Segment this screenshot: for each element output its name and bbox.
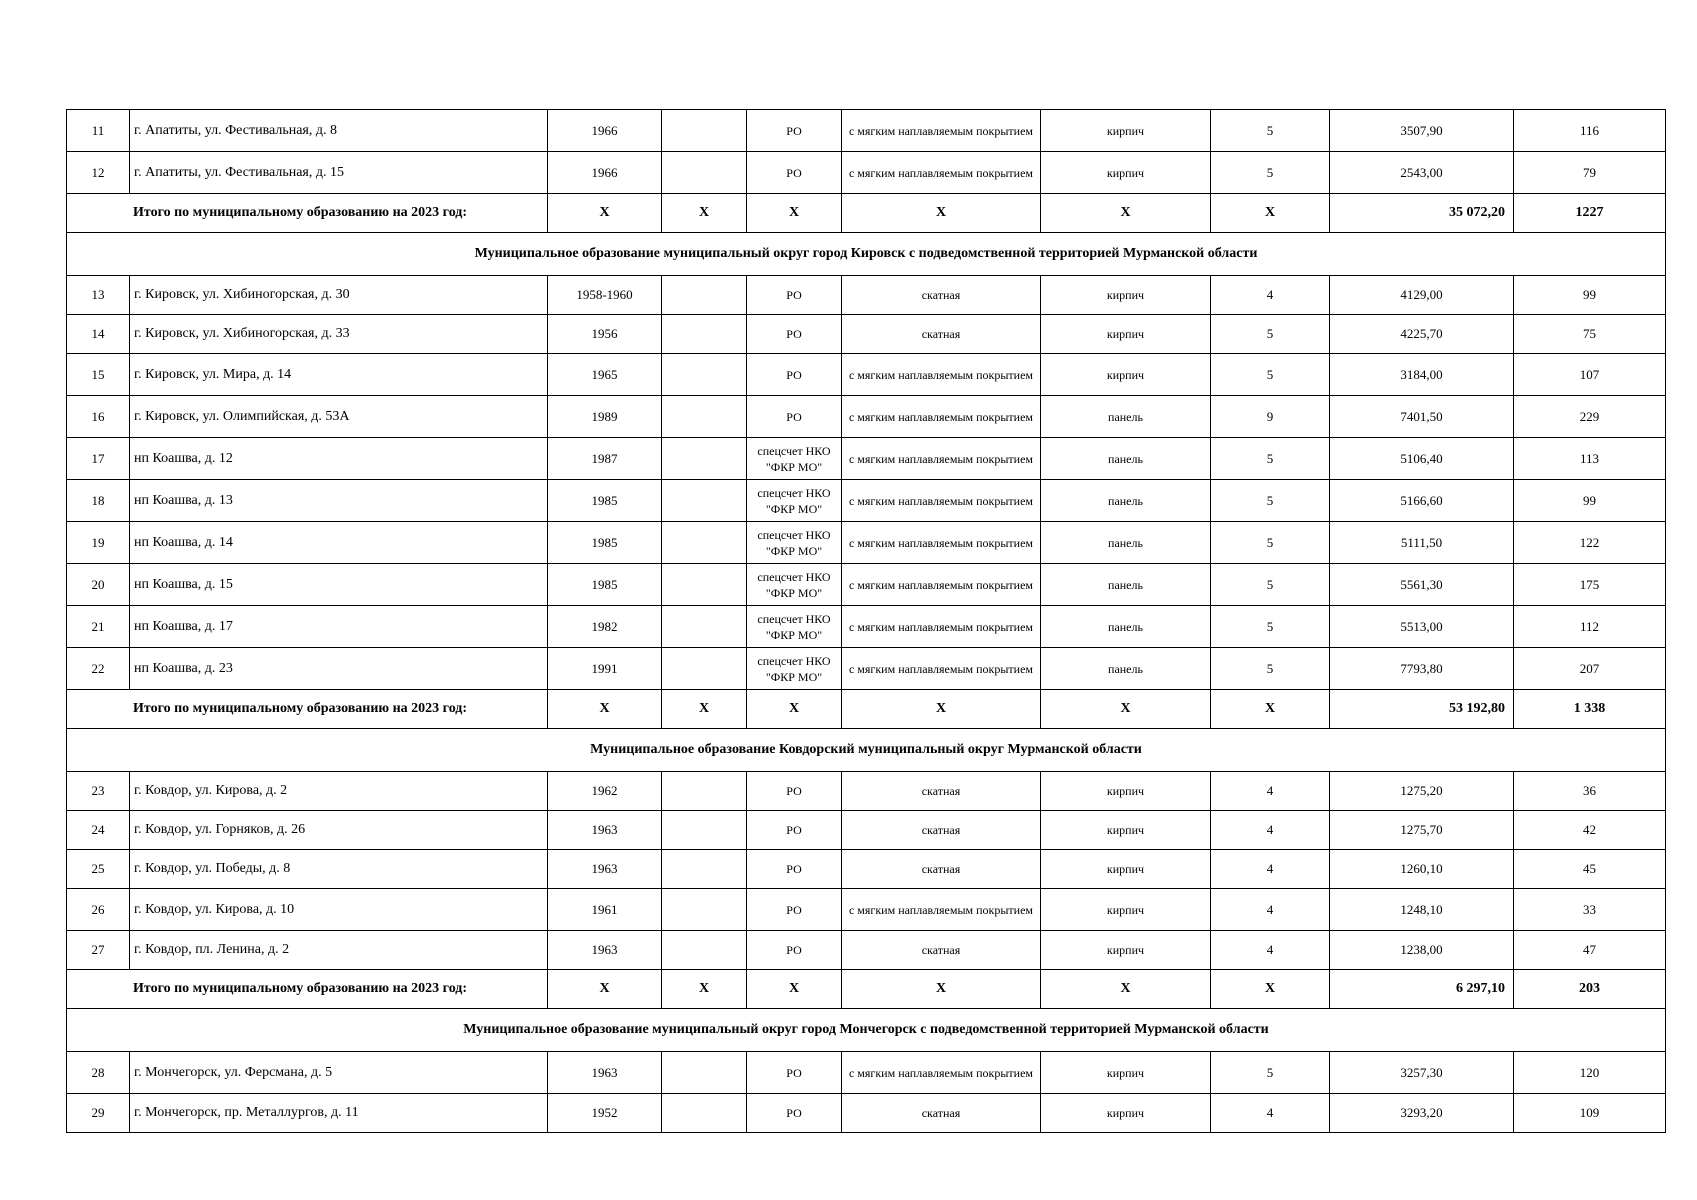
table-row [67,772,1666,811]
cell-total-area: 3293,20 [1330,1094,1514,1133]
cell-roof-type: скатная [842,850,1041,889]
cell-year-built: 1958-1960 [548,276,662,315]
subtotal-residents: 1 338 [1514,690,1666,729]
cell-year-built: 1985 [548,522,662,564]
cell-wall-material: кирпич [1041,354,1211,396]
cell-wall-material: панель [1041,648,1211,690]
cell-empty [662,772,747,811]
cell-empty [662,315,747,354]
cell-empty [662,480,747,522]
subtotal-row [67,690,1666,729]
subtotal-area: 6 297,10 [1330,970,1514,1009]
cell-floors: 4 [1211,772,1330,811]
cell-year-built: 1963 [548,850,662,889]
cell-row-number: 15 [67,354,130,396]
cell-residents: 120 [1514,1052,1666,1094]
cell-empty [662,276,747,315]
cell-address: нп Коашва, д. 15 [130,564,548,606]
cell-row-number: 18 [67,480,130,522]
cell-year-built: 1961 [548,889,662,931]
cell-roof-type: скатная [842,1094,1041,1133]
cell-empty [662,354,747,396]
cell-empty [662,850,747,889]
cell-funding-method: РО [747,152,842,194]
subtotal-x-mark: X [548,194,662,233]
cell-roof-type: с мягким наплавляемым покрытием [842,396,1041,438]
cell-residents: 122 [1514,522,1666,564]
subtotal-label: Итого по муниципальному образованию на 2023 год: [67,194,548,233]
cell-residents: 116 [1514,110,1666,152]
subtotal-x-mark: X [842,970,1041,1009]
cell-wall-material: панель [1041,522,1211,564]
subtotal-x-mark: X [548,970,662,1009]
cell-empty [662,1094,747,1133]
subtotal-label: Итого по муниципальному образованию на 2023 год: [67,970,548,1009]
cell-residents: 36 [1514,772,1666,811]
cell-year-built: 1982 [548,606,662,648]
cell-year-built: 1963 [548,1052,662,1094]
table-row [67,110,1666,152]
cell-residents: 45 [1514,850,1666,889]
cell-row-number: 12 [67,152,130,194]
cell-row-number: 26 [67,889,130,931]
cell-row-number: 22 [67,648,130,690]
cell-row-number: 16 [67,396,130,438]
cell-funding-method: РО [747,1052,842,1094]
subtotal-x-mark: X [747,194,842,233]
cell-floors: 5 [1211,1052,1330,1094]
cell-roof-type: с мягким наплавляемым покрытием [842,606,1041,648]
cell-address: г. Ковдор, ул. Победы, д. 8 [130,850,548,889]
subtotal-x-mark: X [747,690,842,729]
subtotal-area: 53 192,80 [1330,690,1514,729]
cell-total-area: 5106,40 [1330,438,1514,480]
cell-row-number: 13 [67,276,130,315]
cell-residents: 75 [1514,315,1666,354]
table-row [67,354,1666,396]
cell-total-area: 5111,50 [1330,522,1514,564]
subtotal-x-mark: X [1211,690,1330,729]
cell-roof-type: с мягким наплавляемым покрытием [842,438,1041,480]
subtotal-x-mark: X [842,690,1041,729]
cell-address: г. Кировск, ул. Хибиногорская, д. 30 [130,276,548,315]
cell-wall-material: кирпич [1041,276,1211,315]
table-row [67,480,1666,522]
cell-floors: 5 [1211,606,1330,648]
subtotal-x-mark: X [1041,690,1211,729]
cell-address: нп Коашва, д. 13 [130,480,548,522]
cell-year-built: 1966 [548,152,662,194]
cell-wall-material: панель [1041,396,1211,438]
subtotal-row [67,194,1666,233]
cell-row-number: 24 [67,811,130,850]
cell-funding-method: РО [747,931,842,970]
cell-roof-type: скатная [842,811,1041,850]
cell-year-built: 1952 [548,1094,662,1133]
subtotal-x-mark: X [662,690,747,729]
cell-year-built: 1991 [548,648,662,690]
cell-roof-type: скатная [842,315,1041,354]
section-title: Муниципальное образование муниципальный округ город Мончегорск с подведомственной территорией Мурманской области [67,1009,1666,1052]
cell-address: г. Ковдор, ул. Кирова, д. 2 [130,772,548,811]
cell-empty [662,396,747,438]
table-row [67,438,1666,480]
cell-funding-method: спецсчет НКО "ФКР МО" [747,564,842,606]
cell-funding-method: спецсчет НКО "ФКР МО" [747,480,842,522]
subtotal-residents: 1227 [1514,194,1666,233]
cell-empty [662,606,747,648]
subtotal-x-mark: X [1211,194,1330,233]
cell-empty [662,931,747,970]
cell-roof-type: с мягким наплавляемым покрытием [842,648,1041,690]
table-row [67,396,1666,438]
cell-address: нп Коашва, д. 17 [130,606,548,648]
cell-funding-method: РО [747,772,842,811]
cell-roof-type: с мягким наплавляемым покрытием [842,152,1041,194]
cell-wall-material: кирпич [1041,315,1211,354]
cell-year-built: 1963 [548,811,662,850]
subtotal-x-mark: X [548,690,662,729]
cell-funding-method: спецсчет НКО "ФКР МО" [747,648,842,690]
cell-wall-material: панель [1041,480,1211,522]
housing-repair-table [66,109,1666,1133]
cell-empty [662,1052,747,1094]
cell-residents: 99 [1514,276,1666,315]
subtotal-x-mark: X [842,194,1041,233]
cell-year-built: 1963 [548,931,662,970]
table-row [67,315,1666,354]
subtotal-x-mark: X [1041,970,1211,1009]
cell-residents: 207 [1514,648,1666,690]
cell-wall-material: панель [1041,438,1211,480]
cell-residents: 42 [1514,811,1666,850]
table-row [67,152,1666,194]
cell-floors: 5 [1211,522,1330,564]
cell-total-area: 4129,00 [1330,276,1514,315]
cell-wall-material: кирпич [1041,889,1211,931]
cell-funding-method: РО [747,110,842,152]
cell-address: г. Мончегорск, ул. Ферсмана, д. 5 [130,1052,548,1094]
cell-wall-material: кирпич [1041,850,1211,889]
cell-funding-method: РО [747,1094,842,1133]
table-row [67,889,1666,931]
cell-residents: 113 [1514,438,1666,480]
cell-wall-material: кирпич [1041,1094,1211,1133]
cell-row-number: 29 [67,1094,130,1133]
cell-address: г. Апатиты, ул. Фестивальная, д. 15 [130,152,548,194]
cell-row-number: 25 [67,850,130,889]
table-body [67,110,1666,1133]
cell-funding-method: РО [747,354,842,396]
cell-funding-method: РО [747,396,842,438]
cell-empty [662,438,747,480]
cell-roof-type: скатная [842,276,1041,315]
subtotal-x-mark: X [1211,970,1330,1009]
cell-year-built: 1956 [548,315,662,354]
cell-floors: 5 [1211,152,1330,194]
table-row [67,850,1666,889]
cell-row-number: 27 [67,931,130,970]
cell-residents: 107 [1514,354,1666,396]
cell-row-number: 21 [67,606,130,648]
cell-total-area: 1275,20 [1330,772,1514,811]
cell-residents: 47 [1514,931,1666,970]
cell-roof-type: скатная [842,772,1041,811]
cell-year-built: 1962 [548,772,662,811]
cell-wall-material: кирпич [1041,1052,1211,1094]
section-header-row [67,233,1666,276]
cell-floors: 4 [1211,931,1330,970]
subtotal-x-mark: X [662,194,747,233]
cell-funding-method: РО [747,811,842,850]
cell-empty [662,564,747,606]
cell-empty [662,648,747,690]
cell-floors: 4 [1211,889,1330,931]
table-row [67,811,1666,850]
table-row [67,564,1666,606]
table-row [67,522,1666,564]
cell-wall-material: кирпич [1041,110,1211,152]
cell-year-built: 1989 [548,396,662,438]
cell-funding-method: спецсчет НКО "ФКР МО" [747,522,842,564]
cell-funding-method: РО [747,850,842,889]
cell-year-built: 1966 [548,110,662,152]
cell-empty [662,110,747,152]
cell-floors: 4 [1211,276,1330,315]
cell-empty [662,889,747,931]
cell-address: г. Ковдор, ул. Горняков, д. 26 [130,811,548,850]
cell-total-area: 5513,00 [1330,606,1514,648]
cell-address: г. Кировск, ул. Олимпийская, д. 53А [130,396,548,438]
subtotal-x-mark: X [747,970,842,1009]
table-row [67,606,1666,648]
cell-address: нп Коашва, д. 14 [130,522,548,564]
cell-residents: 109 [1514,1094,1666,1133]
cell-residents: 33 [1514,889,1666,931]
cell-roof-type: с мягким наплавляемым покрытием [842,480,1041,522]
cell-floors: 5 [1211,354,1330,396]
cell-floors: 5 [1211,110,1330,152]
cell-wall-material: кирпич [1041,811,1211,850]
table-row [67,276,1666,315]
subtotal-row [67,970,1666,1009]
cell-year-built: 1987 [548,438,662,480]
cell-residents: 79 [1514,152,1666,194]
table-row [67,648,1666,690]
subtotal-residents: 203 [1514,970,1666,1009]
cell-residents: 112 [1514,606,1666,648]
cell-wall-material: панель [1041,606,1211,648]
cell-roof-type: с мягким наплавляемым покрытием [842,354,1041,396]
cell-year-built: 1985 [548,564,662,606]
cell-total-area: 5166,60 [1330,480,1514,522]
cell-row-number: 20 [67,564,130,606]
section-title: Муниципальное образование Ковдорский муниципальный округ Мурманской области [67,729,1666,772]
cell-roof-type: с мягким наплавляемым покрытием [842,522,1041,564]
cell-floors: 4 [1211,811,1330,850]
cell-row-number: 23 [67,772,130,811]
cell-total-area: 7793,80 [1330,648,1514,690]
cell-roof-type: с мягким наплавляемым покрытием [842,1052,1041,1094]
cell-total-area: 5561,30 [1330,564,1514,606]
cell-wall-material: панель [1041,564,1211,606]
cell-floors: 5 [1211,315,1330,354]
cell-empty [662,152,747,194]
cell-empty [662,522,747,564]
cell-total-area: 4225,70 [1330,315,1514,354]
cell-funding-method: спецсчет НКО "ФКР МО" [747,606,842,648]
cell-funding-method: РО [747,276,842,315]
cell-row-number: 17 [67,438,130,480]
cell-address: г. Кировск, ул. Хибиногорская, д. 33 [130,315,548,354]
cell-address: нп Коашва, д. 23 [130,648,548,690]
cell-address: г. Апатиты, ул. Фестивальная, д. 8 [130,110,548,152]
cell-total-area: 3507,90 [1330,110,1514,152]
cell-floors: 5 [1211,480,1330,522]
subtotal-x-mark: X [662,970,747,1009]
cell-total-area: 3184,00 [1330,354,1514,396]
cell-residents: 175 [1514,564,1666,606]
cell-address: г. Ковдор, пл. Ленина, д. 2 [130,931,548,970]
cell-roof-type: скатная [842,931,1041,970]
cell-row-number: 14 [67,315,130,354]
cell-funding-method: спецсчет НКО "ФКР МО" [747,438,842,480]
cell-roof-type: с мягким наплавляемым покрытием [842,110,1041,152]
cell-address: г. Мончегорск, пр. Металлургов, д. 11 [130,1094,548,1133]
cell-floors: 5 [1211,564,1330,606]
cell-wall-material: кирпич [1041,931,1211,970]
cell-floors: 5 [1211,438,1330,480]
cell-total-area: 1260,10 [1330,850,1514,889]
subtotal-x-mark: X [1041,194,1211,233]
cell-address: г. Кировск, ул. Мира, д. 14 [130,354,548,396]
cell-total-area: 1275,70 [1330,811,1514,850]
cell-row-number: 28 [67,1052,130,1094]
section-header-row [67,729,1666,772]
cell-floors: 4 [1211,1094,1330,1133]
cell-row-number: 19 [67,522,130,564]
subtotal-label: Итого по муниципальному образованию на 2023 год: [67,690,548,729]
section-title: Муниципальное образование муниципальный округ город Кировск с подведомственной территорией Мурманской области [67,233,1666,276]
cell-row-number: 11 [67,110,130,152]
cell-total-area: 1238,00 [1330,931,1514,970]
cell-funding-method: РО [747,889,842,931]
cell-wall-material: кирпич [1041,152,1211,194]
cell-floors: 5 [1211,648,1330,690]
cell-empty [662,811,747,850]
cell-residents: 99 [1514,480,1666,522]
subtotal-area: 35 072,20 [1330,194,1514,233]
cell-total-area: 3257,30 [1330,1052,1514,1094]
section-header-row [67,1009,1666,1052]
cell-address: нп Коашва, д. 12 [130,438,548,480]
cell-year-built: 1965 [548,354,662,396]
cell-residents: 229 [1514,396,1666,438]
cell-total-area: 1248,10 [1330,889,1514,931]
table-row [67,1052,1666,1094]
table-row [67,1094,1666,1133]
cell-funding-method: РО [747,315,842,354]
cell-total-area: 7401,50 [1330,396,1514,438]
cell-address: г. Ковдор, ул. Кирова, д. 10 [130,889,548,931]
cell-floors: 4 [1211,850,1330,889]
cell-total-area: 2543,00 [1330,152,1514,194]
table-row [67,931,1666,970]
cell-roof-type: с мягким наплавляемым покрытием [842,889,1041,931]
cell-year-built: 1985 [548,480,662,522]
cell-floors: 9 [1211,396,1330,438]
cell-roof-type: с мягким наплавляемым покрытием [842,564,1041,606]
cell-wall-material: кирпич [1041,772,1211,811]
